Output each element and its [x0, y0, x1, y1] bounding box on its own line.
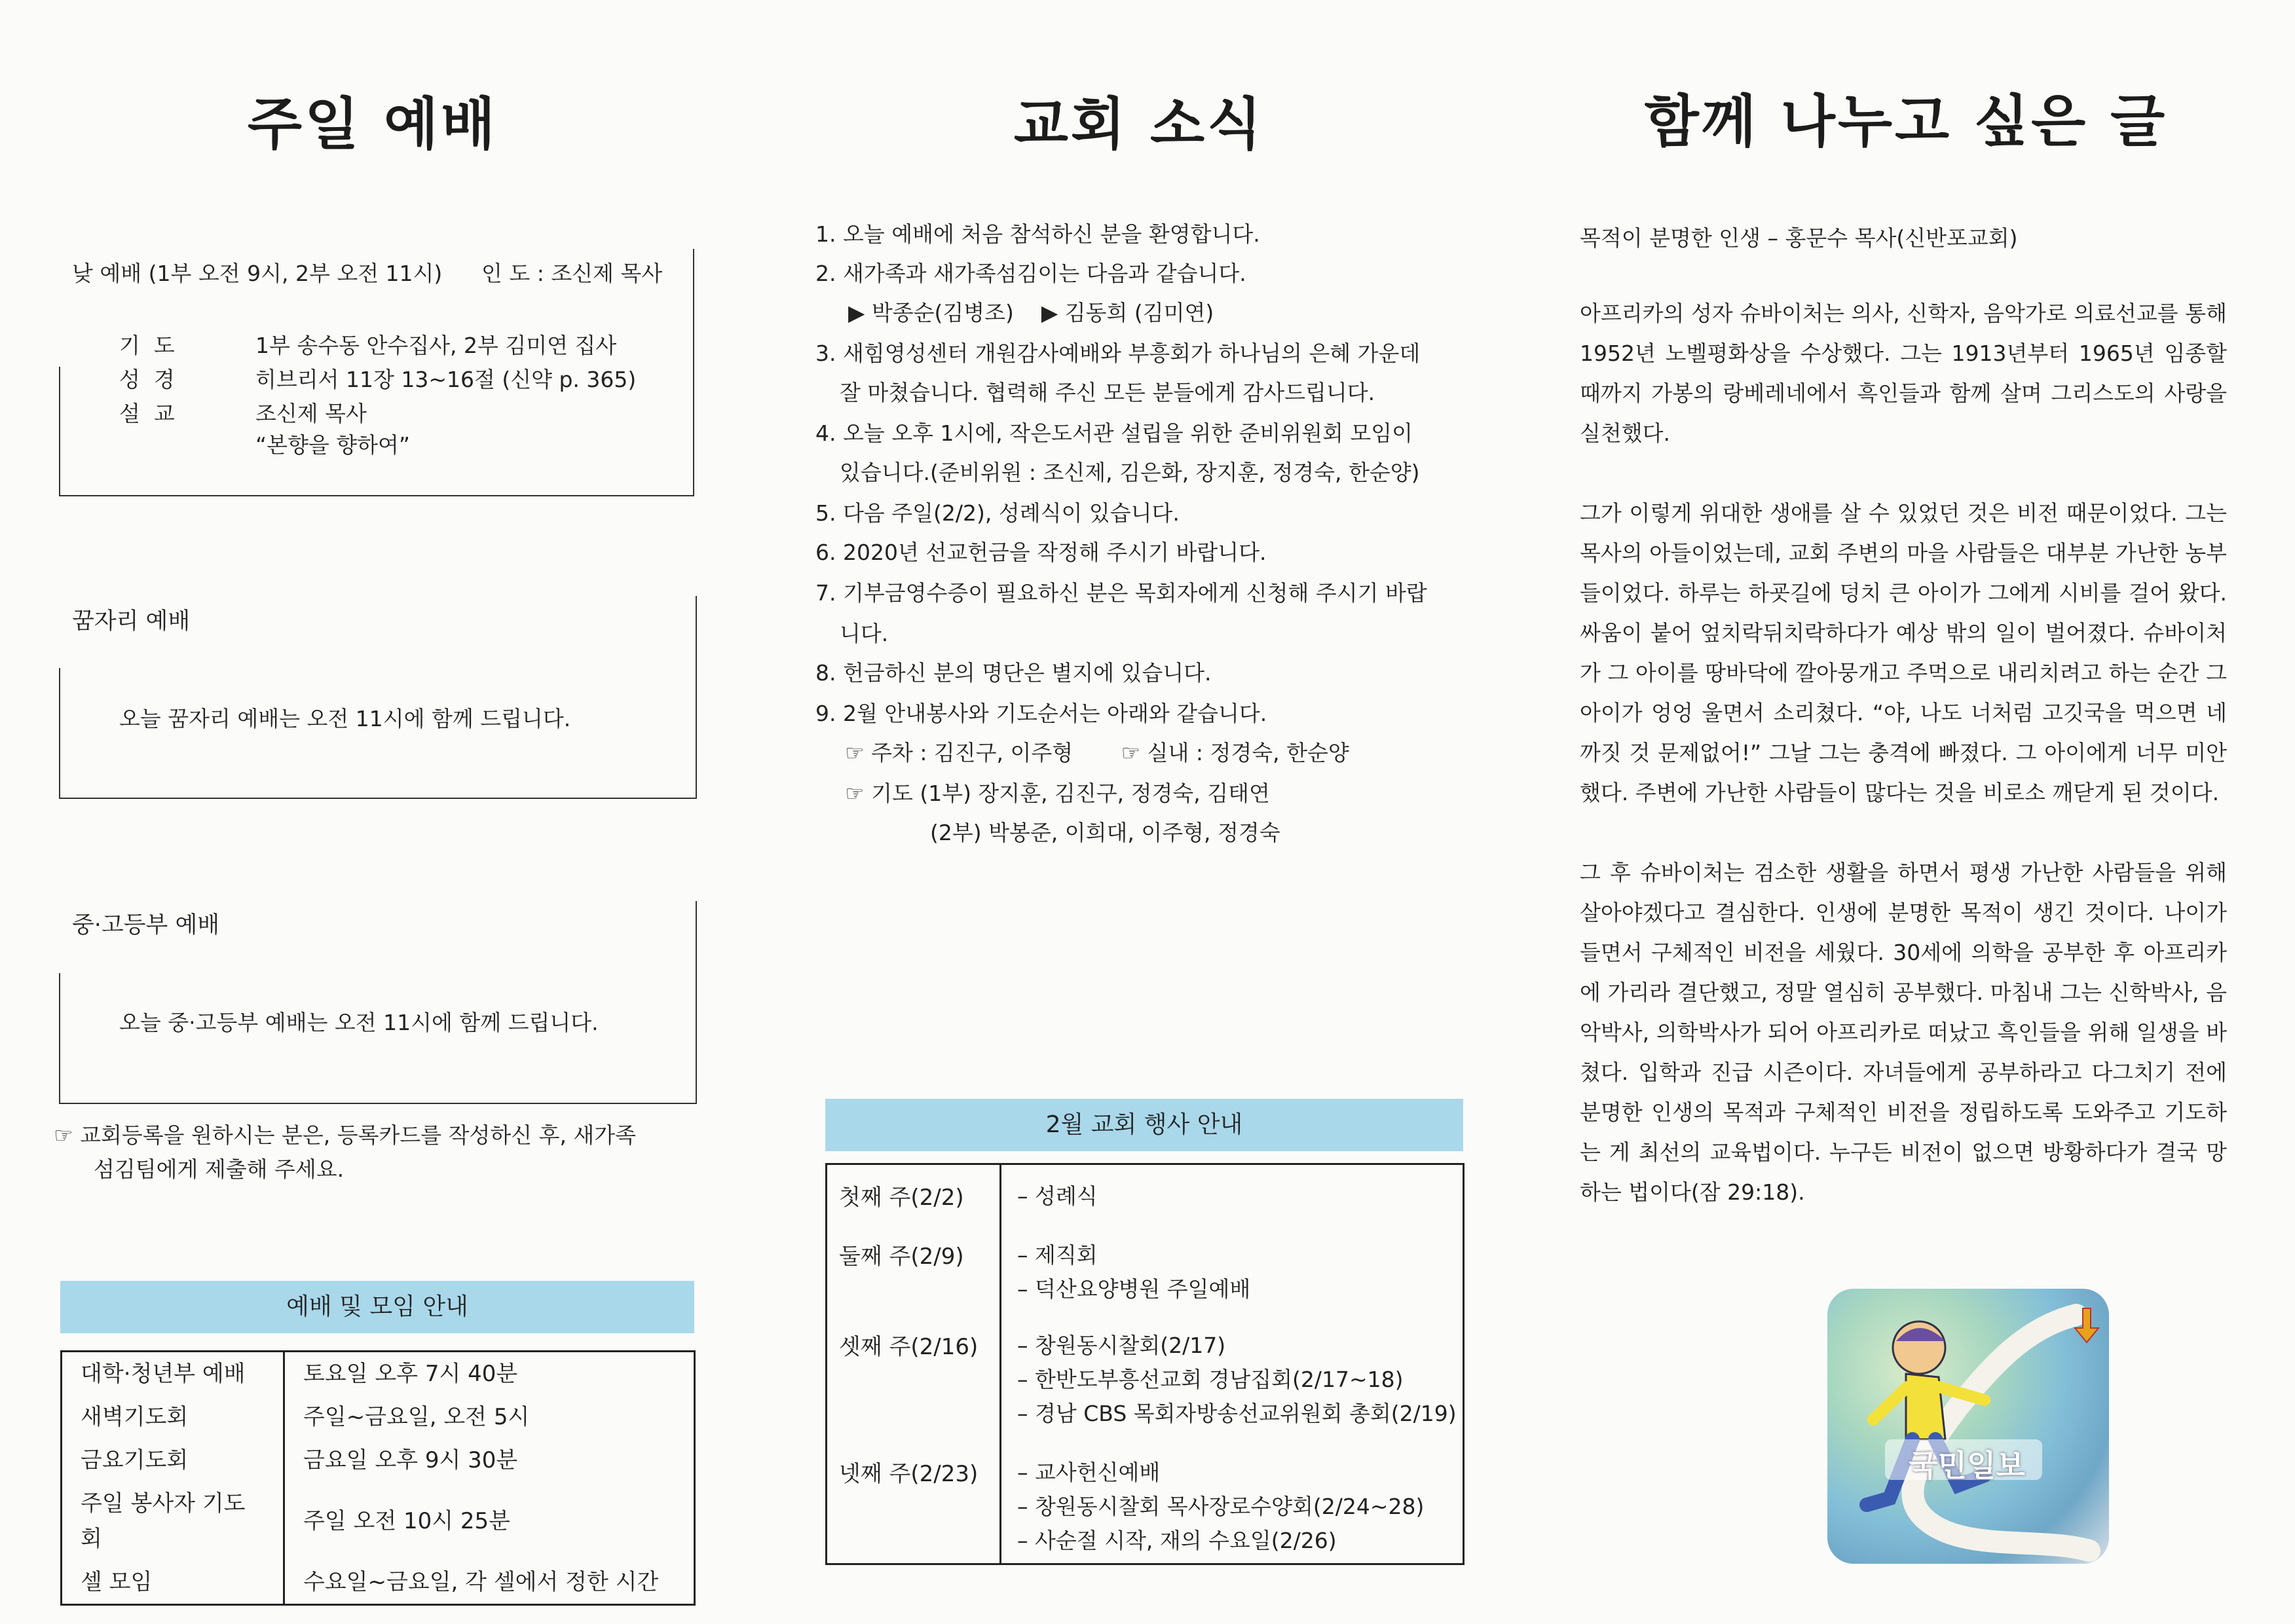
news-item: 6. 2020년 선교헌금을 작정해 주시기 바랍니다.: [815, 540, 1267, 565]
news-item: (2부) 박봉준, 이희대, 이주형, 정경숙: [930, 820, 1280, 845]
event-item: – 교사헌신예배: [1017, 1460, 1161, 1485]
news-item: ▶ 박종순(김병조) ▶ 김동희 (김미연): [848, 300, 1214, 325]
illustration-caption: 국민일보: [1909, 1448, 2025, 1483]
news-item: 있습니다.(준비위원 : 조신제, 김은화, 장지훈, 정경숙, 한순양): [840, 460, 1420, 485]
youth-service-text: 오늘 중·고등부 예배는 오전 11시에 함께 드립니다.: [119, 1010, 599, 1035]
news-item: 니다.: [840, 621, 889, 646]
prayer-value: 1부 송수동 안수집사, 2부 김미연 집사: [255, 333, 617, 358]
prayer-label: 기 도: [119, 333, 175, 358]
event-week-label: 둘째 주(2/9): [839, 1244, 964, 1270]
news-item: 1. 오늘 예배에 처음 참석하신 분을 환영합니다.: [815, 221, 1260, 247]
news-item: ☞ 주차 : 김진구, 이주형 ☞ 실내 : 정경숙, 한순양: [845, 740, 1349, 766]
event-item: – 한반도부흥선교회 경남집회(2/17~18): [1017, 1367, 1404, 1392]
schedule-table: [60, 1350, 696, 1606]
table-row: 대학·청년부 예배 토요일 오후 7시 40분: [62, 1352, 695, 1396]
event-item: – 성례식: [1017, 1183, 1098, 1209]
sermon-label: 설 교: [119, 401, 175, 426]
youth-service-heading: 중·고등부 예배: [72, 912, 220, 938]
sermon-title: “본향을 향하여”: [255, 432, 410, 458]
news-item: 7. 기부금영수증이 필요하신 분은 목회자에게 신청해 주시기 바랍: [815, 580, 1427, 606]
scripture-label: 성 경: [119, 367, 175, 392]
sermon-value: 조신제 목사: [255, 401, 367, 426]
event-week-label: 넷째 주(2/23): [839, 1461, 979, 1487]
event-item: – 덕산요양병원 주일예배: [1017, 1276, 1251, 1302]
article-paragraph: 그 후 슈바이처는 검소한 생활을 하면서 평생 가난한 사람들을 위해 살아야겠다고 결심한다. 인생에 분명한 목적이 생긴 것이다. 나이가 들면서 구체적인 비전을 세웠다. 30세에 의학을 공부한 후 아프리카에 가리라 결단했고, 정말 열심히 공부했다. 마침내 그는 신학박사, 음악박사, 의학박사가 되어 아프리카로 떠났고 흑인들을 위해 일생을 바쳤다. 입학과 진급 시즌이다. 자녀들에게 공부하라고 다그치기 전에 분명한 인생의 목적과 구체적인 비전을 정립하도록 도와주고 기도하는 게 최선의 교육법이다. 누구든 비전이 없으면 방황하다가 결국 망하는 법이다(잠 29:18).: [1580, 860, 2227, 1205]
schedule-heading: 예배 및 모임 안내: [60, 1281, 694, 1333]
news-item: 8. 헌금하신 분의 명단은 별지에 있습니다.: [815, 660, 1212, 686]
noon-service-leader: 인 도 : 조신제 목사: [481, 261, 663, 286]
article-byline: 목적이 분명한 인생 – 홍문수 목사(신반포교회): [1580, 225, 2018, 251]
table-row: 주일 봉사자 기도회 주일 오전 10시 25분: [62, 1482, 695, 1560]
news-item: 3. 새힘영성센터 개원감사예배와 부흥회가 하나님의 은혜 가운데: [815, 341, 1421, 366]
registration-note-cont: 섬김팀에게 제출해 주세요.: [94, 1156, 345, 1182]
news-item: 5. 다음 주일(2/2), 성례식이 있습니다.: [815, 500, 1180, 526]
events-table: [825, 1163, 1465, 1565]
article-paragraph: 아프리카의 성자 슈바이처는 의사, 신학자, 음악가로 의료선교를 통해 1952년 노벨평화상을 수상했다. 그는 1913년부터 1965년 임종할 때까지 가봉의 랑베레네에서 흑인들과 함께 살며 그리스도의 사랑을 실천했다.: [1580, 301, 2227, 446]
running-man-illustration: [1827, 1289, 2109, 1564]
right-section-title: 함께 나누고 싶은 글: [1637, 76, 2174, 157]
event-item: – 제직회: [1017, 1242, 1098, 1268]
news-item: 4. 오늘 오후 1시에, 작은도서관 설립을 위한 준비위원회 모임이: [815, 420, 1413, 446]
event-week-label: 셋째 주(2/16): [839, 1334, 979, 1360]
scripture-value: 히브리서 11장 13~16절 (신약 p. 365): [255, 367, 637, 392]
event-item: – 창원동시찰회 목사장로수양회(2/24~28): [1017, 1494, 1425, 1519]
event-item: – 사순절 시작, 재의 수요일(2/26): [1017, 1528, 1337, 1553]
event-week-label: 첫째 주(2/2): [839, 1185, 964, 1211]
registration-note: ☞ 교회등록을 원하시는 분은, 등록카드를 작성하신 후, 새가족: [54, 1122, 637, 1148]
table-row: 새벽기도회 주일~금요일, 오전 5시: [62, 1395, 695, 1439]
kids-service-text: 오늘 꿈자리 예배는 오전 11시에 함께 드립니다.: [119, 706, 571, 731]
running-man-icon: [1827, 1289, 2109, 1564]
news-item: 2. 새가족과 새가족섬김이는 다음과 같습니다.: [815, 261, 1246, 286]
middle-section-title: 교회 소식: [997, 79, 1281, 160]
kids-service-heading: 꿈자리 예배: [72, 608, 191, 635]
news-item: ☞ 기도 (1부) 장지훈, 김진구, 정경숙, 김태연: [845, 781, 1270, 806]
left-section-title: 주일 예배: [231, 79, 515, 160]
noon-service-heading: 낮 예배 (1부 오전 9시, 2부 오전 11시): [72, 261, 443, 286]
article-body: [1580, 293, 2227, 1252]
table-row: 금요기도회 금요일 오후 9시 30분: [62, 1439, 695, 1482]
article-paragraph: 그가 이렇게 위대한 생애를 살 수 있었던 것은 비전 때문이었다. 그는 목사의 아들이었는데, 교회 주변의 마을 사람들은 대부분 가난한 농부들이었다. 하루는 하굣길에 덩치 큰 아이가 그에게 시비를 걸어 왔다. 싸움이 붙어 엎치락뒤치락하다가 예상 밖의 일이 벌어졌다. 슈바이처가 그 아이를 땅바닥에 깔아뭉개고 주먹으로 내리치려고 하는 순간 그 아이가 엉엉 울면서 소리쳤다. “야, 나도 너처럼 고깃국을 먹으면 네까짓 것 문제없어!” 그날 그는 충격에 빠졌다. 그 아이에게 너무 미안했다. 주변에 가난한 사람들이 많다는 것을 비로소 깨닫게 된 것이다.: [1580, 500, 2227, 805]
event-item: – 창원동시찰회(2/17): [1017, 1333, 1226, 1358]
table-row: 셀 모임 수요일~금요일, 각 셀에서 정한 시간: [62, 1560, 695, 1605]
events-heading: 2월 교회 행사 안내: [825, 1099, 1463, 1151]
news-item: 잘 마쳤습니다. 협력해 주신 모든 분들에게 감사드립니다.: [840, 380, 1375, 405]
event-item: – 경남 CBS 목회자방송선교위원회 총회(2/19): [1017, 1401, 1457, 1426]
news-item: 9. 2월 안내봉사와 기도순서는 아래와 같습니다.: [815, 701, 1267, 726]
